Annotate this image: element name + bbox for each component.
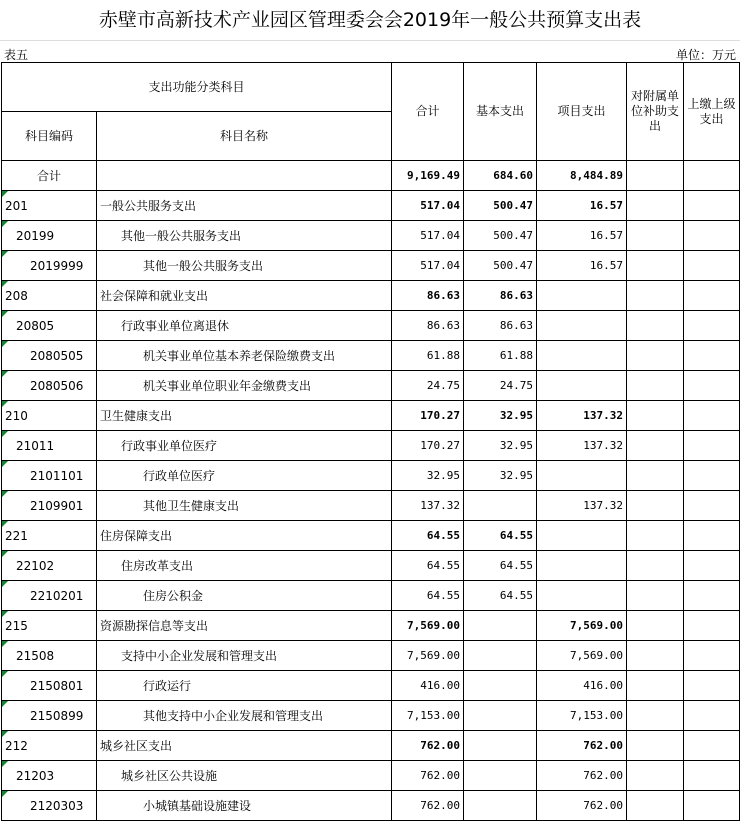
header-upper: 上缴上级支出 [684, 63, 740, 161]
total-basic: 684.60 [464, 161, 537, 191]
code-cell: 20199 [2, 221, 97, 251]
table-row [2, 281, 740, 311]
basic-cell: 64.55 [464, 581, 537, 611]
upper-cell [684, 731, 740, 761]
upper-cell [684, 521, 740, 551]
basic-cell: 61.88 [464, 341, 537, 371]
subsidy-cell [627, 641, 684, 671]
total-cell: 517.04 [392, 191, 464, 221]
basic-cell [464, 641, 537, 671]
code-cell: 2080506 [2, 371, 97, 401]
header-name: 科目名称 [97, 112, 392, 161]
total-project: 8,484.89 [537, 161, 627, 191]
project-cell: 137.32 [537, 401, 627, 431]
upper-cell [684, 761, 740, 791]
subsidy-cell [627, 191, 684, 221]
table-row [2, 341, 740, 371]
basic-cell [464, 611, 537, 641]
basic-cell: 86.63 [464, 311, 537, 341]
upper-cell [684, 191, 740, 221]
code-cell: 2210201 [2, 581, 97, 611]
subsidy-cell [627, 521, 684, 551]
code-cell: 215 [2, 611, 97, 641]
upper-cell [684, 221, 740, 251]
total-cell: 517.04 [392, 251, 464, 281]
header-row-1 [2, 63, 740, 112]
code-cell: 2109901 [2, 491, 97, 521]
total-cell: 24.75 [392, 371, 464, 401]
project-cell: 137.32 [537, 491, 627, 521]
table-row [2, 581, 740, 611]
project-cell [537, 581, 627, 611]
total-cell: 61.88 [392, 341, 464, 371]
name-cell: 支持中小企业发展和管理支出 [97, 641, 392, 671]
code-cell: 2101101 [2, 461, 97, 491]
name-cell: 行政事业单位离退休 [97, 311, 392, 341]
project-cell: 16.57 [537, 221, 627, 251]
name-cell: 其他一般公共服务支出 [97, 251, 392, 281]
project-cell [537, 551, 627, 581]
total-cell: 32.95 [392, 461, 464, 491]
code-cell: 2019999 [2, 251, 97, 281]
total-cell: 7,569.00 [392, 641, 464, 671]
project-cell [537, 521, 627, 551]
name-cell: 其他一般公共服务支出 [97, 221, 392, 251]
basic-cell [464, 491, 537, 521]
table-row [2, 311, 740, 341]
table-row [2, 371, 740, 401]
project-cell [537, 281, 627, 311]
code-cell: 22102 [2, 551, 97, 581]
table-row [2, 461, 740, 491]
code-cell: 210 [2, 401, 97, 431]
table-row [2, 401, 740, 431]
page-title: 赤壁市高新技术产业园区管理委会会2019年一般公共预算支出表 [0, 0, 740, 41]
upper-cell [684, 281, 740, 311]
total-cell: 7,569.00 [392, 611, 464, 641]
name-cell: 行政事业单位医疗 [97, 431, 392, 461]
total-name-cell [97, 161, 392, 191]
code-cell: 2080505 [2, 341, 97, 371]
subsidy-cell [627, 251, 684, 281]
name-cell: 卫生健康支出 [97, 401, 392, 431]
subsidy-cell [627, 491, 684, 521]
code-cell: 221 [2, 521, 97, 551]
table-row [2, 701, 740, 731]
project-cell: 137.32 [537, 431, 627, 461]
project-cell: 762.00 [537, 731, 627, 761]
subsidy-cell [627, 791, 684, 821]
subsidy-cell [627, 431, 684, 461]
table-number: 表五 [4, 48, 29, 62]
table-row [2, 761, 740, 791]
project-cell [537, 371, 627, 401]
table-row [2, 551, 740, 581]
total-cell: 762.00 [392, 731, 464, 761]
code-cell: 208 [2, 281, 97, 311]
table-row [2, 431, 740, 461]
basic-cell: 64.55 [464, 551, 537, 581]
total-subsidy [627, 161, 684, 191]
name-cell: 一般公共服务支出 [97, 191, 392, 221]
total-total: 9,169.49 [392, 161, 464, 191]
basic-cell [464, 791, 537, 821]
code-cell: 212 [2, 731, 97, 761]
header-total: 合计 [392, 63, 464, 161]
project-cell: 762.00 [537, 761, 627, 791]
total-label: 合计 [2, 161, 97, 191]
name-cell: 城乡社区公共设施 [97, 761, 392, 791]
project-cell [537, 311, 627, 341]
subsidy-cell [627, 671, 684, 701]
name-cell: 行政单位医疗 [97, 461, 392, 491]
name-cell: 住房改革支出 [97, 551, 392, 581]
basic-cell: 500.47 [464, 191, 537, 221]
upper-cell [684, 671, 740, 701]
code-cell: 2150899 [2, 701, 97, 731]
basic-cell [464, 671, 537, 701]
subsidy-cell [627, 371, 684, 401]
total-cell: 86.63 [392, 281, 464, 311]
basic-cell: 500.47 [464, 251, 537, 281]
basic-cell [464, 701, 537, 731]
code-cell: 21011 [2, 431, 97, 461]
total-cell: 64.55 [392, 521, 464, 551]
header-project: 项目支出 [537, 63, 627, 161]
subsidy-cell [627, 461, 684, 491]
name-cell: 机关事业单位基本养老保险缴费支出 [97, 341, 392, 371]
total-cell: 86.63 [392, 311, 464, 341]
name-cell: 行政运行 [97, 671, 392, 701]
code-cell: 21203 [2, 761, 97, 791]
name-cell: 住房公积金 [97, 581, 392, 611]
name-cell: 住房保障支出 [97, 521, 392, 551]
sub-header [0, 40, 740, 62]
total-cell: 64.55 [392, 551, 464, 581]
basic-cell: 32.95 [464, 431, 537, 461]
subsidy-cell [627, 581, 684, 611]
subsidy-cell [627, 401, 684, 431]
total-cell: 416.00 [392, 671, 464, 701]
name-cell: 资源勘探信息等支出 [97, 611, 392, 641]
table-row [2, 671, 740, 701]
code-cell: 21508 [2, 641, 97, 671]
unit-label: 单位：万元 [675, 48, 736, 62]
name-cell: 其他卫生健康支出 [97, 491, 392, 521]
header-subsidy: 对附属单位补助支出 [627, 63, 684, 161]
table-row [2, 491, 740, 521]
total-cell: 517.04 [392, 221, 464, 251]
project-cell: 7,569.00 [537, 611, 627, 641]
upper-cell [684, 341, 740, 371]
code-cell: 2150801 [2, 671, 97, 701]
project-cell [537, 461, 627, 491]
subsidy-cell [627, 221, 684, 251]
total-cell: 170.27 [392, 401, 464, 431]
name-cell: 小城镇基础设施建设 [97, 791, 392, 821]
name-cell: 其他支持中小企业发展和管理支出 [97, 701, 392, 731]
basic-cell: 24.75 [464, 371, 537, 401]
upper-cell [684, 371, 740, 401]
table-row [2, 191, 740, 221]
upper-cell [684, 251, 740, 281]
total-cell: 762.00 [392, 791, 464, 821]
total-upper [684, 161, 740, 191]
subsidy-cell [627, 341, 684, 371]
subsidy-cell [627, 701, 684, 731]
basic-cell: 32.95 [464, 461, 537, 491]
subsidy-cell [627, 731, 684, 761]
project-cell: 762.00 [537, 791, 627, 821]
table-row [2, 221, 740, 251]
total-row [2, 161, 740, 191]
total-cell: 64.55 [392, 581, 464, 611]
name-cell: 机关事业单位职业年金缴费支出 [97, 371, 392, 401]
code-cell: 2120303 [2, 791, 97, 821]
upper-cell [684, 461, 740, 491]
upper-cell [684, 641, 740, 671]
project-cell: 16.57 [537, 191, 627, 221]
upper-cell [684, 431, 740, 461]
subsidy-cell [627, 281, 684, 311]
basic-cell: 86.63 [464, 281, 537, 311]
total-cell: 137.32 [392, 491, 464, 521]
project-cell: 7,569.00 [537, 641, 627, 671]
name-cell: 城乡社区支出 [97, 731, 392, 761]
name-cell: 社会保障和就业支出 [97, 281, 392, 311]
total-cell: 170.27 [392, 431, 464, 461]
basic-cell: 500.47 [464, 221, 537, 251]
header-category: 支出功能分类科目 [2, 63, 392, 112]
basic-cell: 64.55 [464, 521, 537, 551]
subsidy-cell [627, 761, 684, 791]
table-row [2, 251, 740, 281]
project-cell [537, 341, 627, 371]
upper-cell [684, 791, 740, 821]
project-cell: 7,153.00 [537, 701, 627, 731]
upper-cell [684, 701, 740, 731]
upper-cell [684, 491, 740, 521]
code-cell: 201 [2, 191, 97, 221]
upper-cell [684, 611, 740, 641]
project-cell: 416.00 [537, 671, 627, 701]
table-row [2, 641, 740, 671]
total-cell: 762.00 [392, 761, 464, 791]
table-row [2, 521, 740, 551]
subsidy-cell [627, 311, 684, 341]
upper-cell [684, 581, 740, 611]
basic-cell: 32.95 [464, 401, 537, 431]
budget-table [1, 62, 740, 821]
upper-cell [684, 551, 740, 581]
upper-cell [684, 311, 740, 341]
subsidy-cell [627, 611, 684, 641]
header-basic: 基本支出 [464, 63, 537, 161]
header-code: 科目编码 [2, 112, 97, 161]
table-row [2, 791, 740, 821]
subsidy-cell [627, 551, 684, 581]
table-row [2, 731, 740, 761]
code-cell: 20805 [2, 311, 97, 341]
total-cell: 7,153.00 [392, 701, 464, 731]
basic-cell [464, 761, 537, 791]
table-row [2, 611, 740, 641]
upper-cell [684, 401, 740, 431]
project-cell: 16.57 [537, 251, 627, 281]
basic-cell [464, 731, 537, 761]
